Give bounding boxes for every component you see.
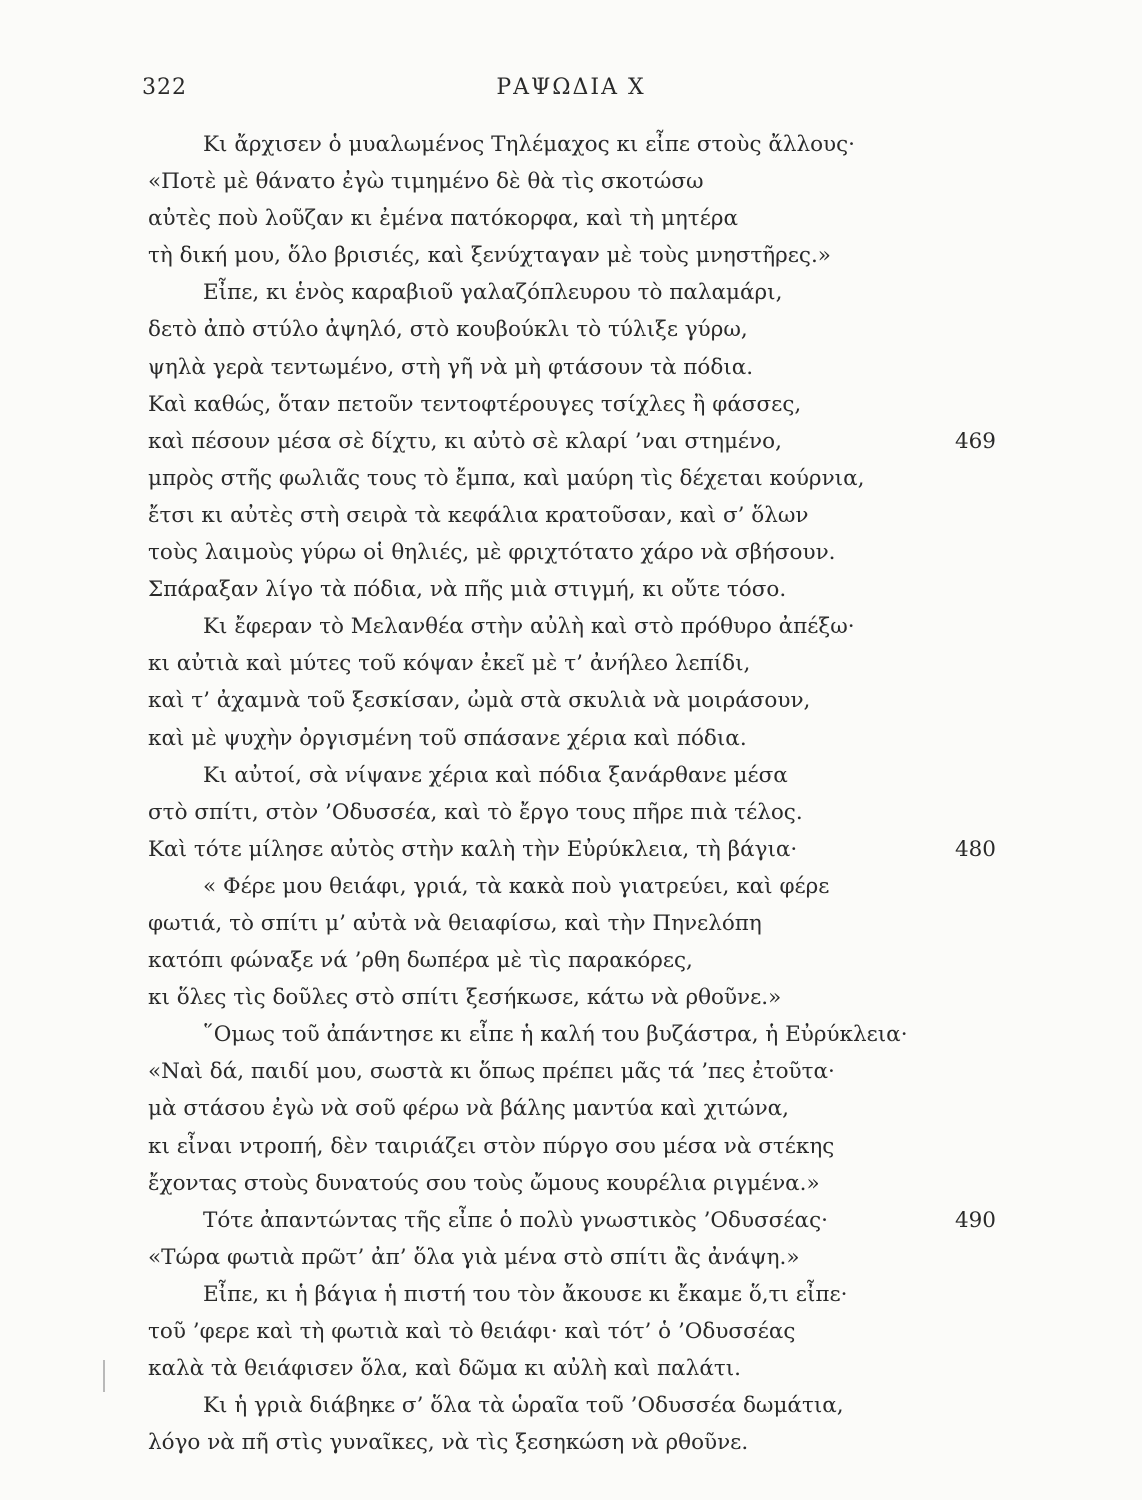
margin-pencil-mark (103, 1360, 105, 1392)
verse-line (148, 423, 996, 460)
verse-text: κι αὐτιὰ καὶ μύτες τοῦ κόψαν ἐκεῖ μὲ τ’ ἀνήλεο λεπίδι, (148, 651, 751, 677)
verse-text: καὶ πέσουν μέσα σὲ δίχτυ, κι αὐτὸ σὲ κλαρί ’ναι στημένο, (148, 428, 782, 454)
verse-text: Εἶπε, κι ἑνὸς καραβιοῦ γαλαζόπλευρου τὸ παλαμάρι, (203, 280, 783, 306)
verse-line (148, 979, 978, 1016)
verse-line (148, 682, 978, 719)
running-title: ΡΑΨΩΔΙΑ Χ (496, 75, 646, 100)
verse-text: Σπάραξαν λίγο τὰ πόδια, νὰ πῆς μιὰ στιγμή, κι οὔτε τόσο. (148, 577, 787, 603)
verse-line (148, 757, 978, 794)
verse-line (148, 645, 978, 682)
verse-text: ἔτσι κι αὐτὲς στὴ σειρὰ τὰ κεφάλια κρατοῦσαν, καὶ σ’ ὅλων (148, 502, 809, 528)
line-number: 469 (954, 428, 996, 454)
verse-text: Κι ἔφεραν τὸ Μελανθέα στὴν αὐλὴ καὶ στὸ πρόθυρο ἀπέξω· (203, 614, 855, 640)
verse-text: « Φέρε μου θειάφι, γριά, τὰ κακὰ ποὺ γιατρεύει, καὶ φέρε (203, 873, 830, 899)
verse-text: καὶ τ’ ἀχαμνὰ τοῦ ξεσκίσαν, ὠμὰ στὰ σκυλιὰ νὰ μοιράσουν, (148, 688, 811, 714)
verse-text: καλὰ τὰ θειάφισεν ὅλα, καὶ δῶμα κι αὐλὴ καὶ παλάτι. (148, 1356, 742, 1382)
verse-line (148, 1239, 978, 1276)
verse-line (148, 1090, 978, 1127)
verse-line (148, 1165, 978, 1202)
verse-text: Κι αὐτοί, σὰ νίψανε χέρια καὶ πόδια ξανάρθανε μέσα (203, 762, 788, 788)
verse-text: Καὶ τότε μίλησε αὐτὸς στὴν καλὴ τὴν Εὐρύκλεια, τὴ βάγια· (148, 836, 798, 862)
verse-line (148, 608, 978, 645)
verse-text: κατόπι φώναξε νά ’ρθη δωπέρα μὲ τὶς παρακόρες, (148, 948, 693, 974)
verse-text: ἔχοντας στοὺς δυνατούς σου τοὺς ὤμους κουρέλια ριγμένα.» (148, 1170, 820, 1196)
verse-text: Τότε ἀπαντώντας τῆς εἶπε ὁ πολὺ γνωστικὸς ’Οδυσσέας· (203, 1207, 828, 1233)
verse-text: φωτιά, τὸ σπίτι μ’ αὐτὰ νὰ θειαφίσω, καὶ τὴν Πηνελόπη (148, 910, 762, 936)
verse-text: μὰ στάσου ἐγὼ νὰ σοῦ φέρω νὰ βάλης μαντύα καὶ χιτώνα, (148, 1096, 790, 1122)
verse-line (148, 1053, 978, 1090)
verse-line (148, 1350, 978, 1387)
verse-line (148, 1128, 978, 1165)
verse-text: ψηλὰ γερὰ τεντωμένο, στὴ γῆ νὰ μὴ φτάσουν τὰ πόδια. (148, 354, 754, 380)
line-number: 490 (954, 1207, 996, 1233)
verse-line (148, 534, 978, 571)
verse-text: Κι ἄρχισεν ὁ μυαλωμένος Τηλέμαχος κι εἶπε στοὺς ἄλλους· (203, 132, 855, 157)
verse-line (148, 571, 978, 608)
verse-line (148, 1387, 978, 1424)
verse-text: καὶ μὲ ψυχὴν ὀργισμένη τοῦ σπάσανε χέρια καὶ πόδια. (148, 725, 747, 751)
verse-line (148, 720, 978, 757)
line-number: 480 (954, 836, 996, 862)
verse-line (148, 1202, 996, 1239)
verse-text: Κι ἡ γριὰ διάβηκε σ’ ὅλα τὰ ὡραῖα τοῦ ’Οδυσσέα δωμάτια, (203, 1393, 844, 1419)
verse-text: λόγο νὰ πῆ στὶς γυναῖκες, νὰ τὶς ξεσηκώση νὰ ρθοῦνε. (148, 1430, 749, 1456)
verse-text: τὴ δική μου, ὅλο βρισιές, καὶ ξενύχταγαν μὲ τοὺς μνηστῆρες.» (148, 243, 831, 269)
verse-line (148, 1016, 978, 1053)
page-number: 322 (142, 75, 187, 100)
verse-line (148, 200, 978, 237)
verse-line (148, 942, 978, 979)
verse-line (148, 349, 978, 386)
verse-text: «Τώρα φωτιὰ πρῶτ’ ἀπ’ ὅλα γιὰ μένα στὸ σπίτι ἂς ἀνάψη.» (148, 1244, 800, 1270)
verse-text: αὐτὲς ποὺ λοῦζαν κι ἐμένα πατόκορφα, καὶ τὴ μητέρα (148, 206, 738, 232)
verse-line (148, 1424, 978, 1461)
verse-line (148, 460, 978, 497)
verse-line (148, 311, 978, 348)
verse-line (148, 274, 978, 311)
verse-line (148, 497, 978, 534)
verse-text: Εἶπε, κι ἡ βάγια ἡ πιστή του τὸν ἄκουσε κι ἔκαμε ὅ,τι εἶπε· (203, 1281, 848, 1307)
verse-line (148, 868, 978, 905)
verse-text: μπρὸς στῆς φωλιᾶς τους τὸ ἔμπα, καὶ μαύρη τὶς δέχεται κούρνια, (148, 465, 865, 491)
verse-text: Καὶ καθώς, ὅταν πετοῦν τεντοφτέρουγες τσίχλες ἢ φάσσες, (148, 391, 802, 417)
verse-line (148, 386, 978, 423)
verse-text: στὸ σπίτι, στὸν ’Οδυσσέα, καὶ τὸ ἔργο τους πῆρε πιὰ τέλος. (148, 799, 803, 825)
verse-line (148, 1313, 978, 1350)
verse-line (148, 794, 978, 831)
verse-line (148, 905, 978, 942)
verse-line (148, 237, 978, 274)
verse-line (148, 831, 996, 868)
verse-text: τοὺς λαιμοὺς γύρω οἱ θηλιές, μὲ φριχτότατο χάρο νὰ σβήσουν. (148, 540, 836, 566)
verse-line (148, 163, 978, 200)
verse-line (148, 126, 978, 163)
poem-text (148, 126, 996, 1461)
verse-text: ῞Ομως τοῦ ἀπάντησε κι εἶπε ἡ καλή του βυζάστρα, ἡ Εὐρύκλεια· (203, 1022, 908, 1048)
verse-line (148, 1276, 978, 1313)
verse-text: κι εἶναι ντροπή, δὲν ταιριάζει στὸν πύργο σου μέσα νὰ στέκης (148, 1133, 835, 1159)
verse-text: δετὸ ἀπὸ στύλο ἀψηλό, στὸ κουβούκλι τὸ τύλιξε γύρω, (148, 317, 748, 343)
verse-text: τοῦ ’φερε καὶ τὴ φωτιὰ καὶ τὸ θειάφι· καὶ τότ’ ὁ ’Οδυσσέας (148, 1319, 796, 1344)
verse-text: «Ποτὲ μὲ θάνατο ἐγὼ τιμημένο δὲ θὰ τὶς σκοτώσω (148, 169, 704, 195)
verse-text: «Ναὶ δά, παιδί μου, σωστὰ κι ὅπως πρέπει μᾶς τά ’πες ἐτοῦτα· (148, 1059, 835, 1085)
verse-text: κι ὅλες τὶς δοῦλες στὸ σπίτι ξεσήκωσε, κάτω νὰ ρθοῦνε.» (148, 985, 782, 1011)
